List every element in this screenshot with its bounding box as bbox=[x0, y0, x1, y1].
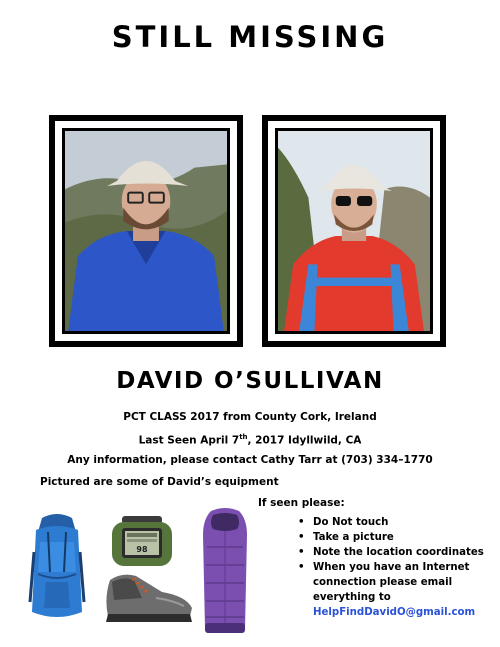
gps-device-icon bbox=[108, 516, 178, 568]
photo-frame-1 bbox=[49, 115, 243, 347]
photo-frame-2 bbox=[262, 115, 446, 347]
photo-blue-jacket-selfie bbox=[65, 131, 227, 331]
instruction-item-continued: everything to bbox=[313, 592, 391, 603]
instruction-item: • Take a picture bbox=[298, 532, 394, 543]
instruction-item: • Note the location coordinates bbox=[298, 547, 484, 558]
gps-screen-value: 98 bbox=[136, 545, 148, 554]
last-seen-suffix: , 2017 Idyllwild, CA bbox=[247, 434, 362, 447]
pct-class-line: PCT CLASS 2017 from County Cork, Ireland bbox=[123, 411, 377, 423]
blue-backpack-icon bbox=[26, 512, 88, 624]
purple-sleeping-bag-icon bbox=[197, 507, 253, 639]
instruction-item: • Do Not touch bbox=[298, 517, 389, 528]
last-seen-prefix: Last Seen April 7 bbox=[138, 434, 240, 447]
instructions-list bbox=[296, 515, 484, 620]
equipment-label: Pictured are some of David’s equipment bbox=[40, 476, 279, 488]
last-seen-ordinal: th bbox=[239, 433, 248, 441]
contact-line: Any information, please contact Cathy Tarr at (703) 334–1770 bbox=[67, 454, 433, 466]
hiking-shoe-icon bbox=[102, 570, 196, 626]
if-seen-heading: If seen please: bbox=[258, 497, 345, 509]
contact-email[interactable]: HelpFindDavidO@gmail.com bbox=[313, 607, 476, 618]
photo-red-shirt-sunglasses-selfie bbox=[278, 131, 430, 331]
instruction-item-continued: connection please email bbox=[313, 577, 453, 588]
instruction-item: • When you have an Internet bbox=[298, 562, 470, 573]
last-seen-line bbox=[0, 433, 500, 447]
missing-person-name: DAVID O’SULLIVAN bbox=[116, 368, 384, 394]
poster-headline: STILL MISSING bbox=[111, 20, 389, 54]
